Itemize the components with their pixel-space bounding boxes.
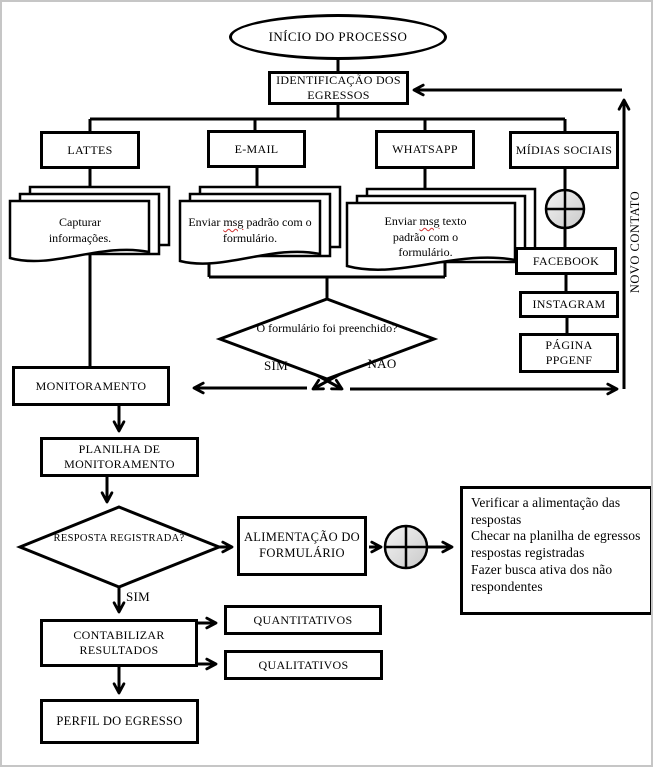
channel-lattes: LATTES [40, 131, 140, 169]
document-lattes-text: Capturar informações. [48, 215, 112, 245]
decision-form-yes-label: SIM [263, 358, 289, 373]
summing-junction-icon [385, 526, 427, 568]
feedback-loop-label: NOVO CONTATO [628, 190, 642, 294]
decision-response-yes-label: SIM [126, 589, 151, 604]
start-terminator: INÍCIO DO PROCESSO [229, 14, 447, 60]
decision-diamond-response [20, 507, 219, 587]
document-whatsapp-text [369, 214, 482, 261]
process-planilha-monitoramento: PLANILHA DE MONITORAMENTO [40, 437, 199, 477]
decision-form-question: O formulário foi preenchido? [256, 321, 398, 335]
document-email-text-typo: msg [223, 215, 244, 229]
document-email-text [188, 215, 312, 246]
process-contabilizar-resultados: CONTABILIZAR RESULTADOS [40, 619, 198, 667]
document-whatsapp-text-post: texto padrão com o formulário. [392, 214, 467, 260]
process-quantitativos: QUANTITATIVOS [224, 605, 382, 635]
note-line: Fazer busca ativa dos não respondentes [471, 561, 613, 594]
process-facebook: FACEBOOK [515, 247, 617, 275]
document-whatsapp-text-typo: msg [419, 214, 440, 228]
process-perfil-egresso: PERFIL DO EGRESSO [40, 699, 199, 744]
note-line: Checar na planilha de egressos respostas registradas [471, 528, 641, 561]
decision-form-no-label: NÃO [367, 356, 397, 371]
note-line: Verificar a alimentação das respostas [471, 495, 621, 527]
document-email-text-post: padrão com o formulário. [222, 215, 312, 245]
channel-whatsapp: WHATSAPP [375, 130, 475, 169]
channel-email: E-MAIL [207, 130, 306, 168]
channel-midias-sociais: MÍDIAS SOCIAIS [509, 131, 619, 169]
document-email-text-pre: Enviar [188, 215, 224, 229]
summing-junction-icon [546, 190, 584, 228]
notes-box [460, 486, 653, 615]
process-monitoramento: MONITORAMENTO [12, 366, 170, 406]
document-whatsapp-text-pre: Enviar [384, 214, 420, 228]
decision-response-question: RESPOSTA REGISTRADA? [53, 533, 185, 544]
process-pagina-ppgenf: PÁGINA PPGENF [519, 333, 619, 373]
process-instagram: INSTAGRAM [519, 291, 619, 318]
process-identificacao: IDENTIFICAÇÃO DOS EGRESSOS [268, 71, 409, 105]
process-qualitativos: QUALITATIVOS [224, 650, 383, 680]
process-alimentacao-formulario: ALIMENTAÇÃO DO FORMULÁRIO [237, 516, 367, 576]
